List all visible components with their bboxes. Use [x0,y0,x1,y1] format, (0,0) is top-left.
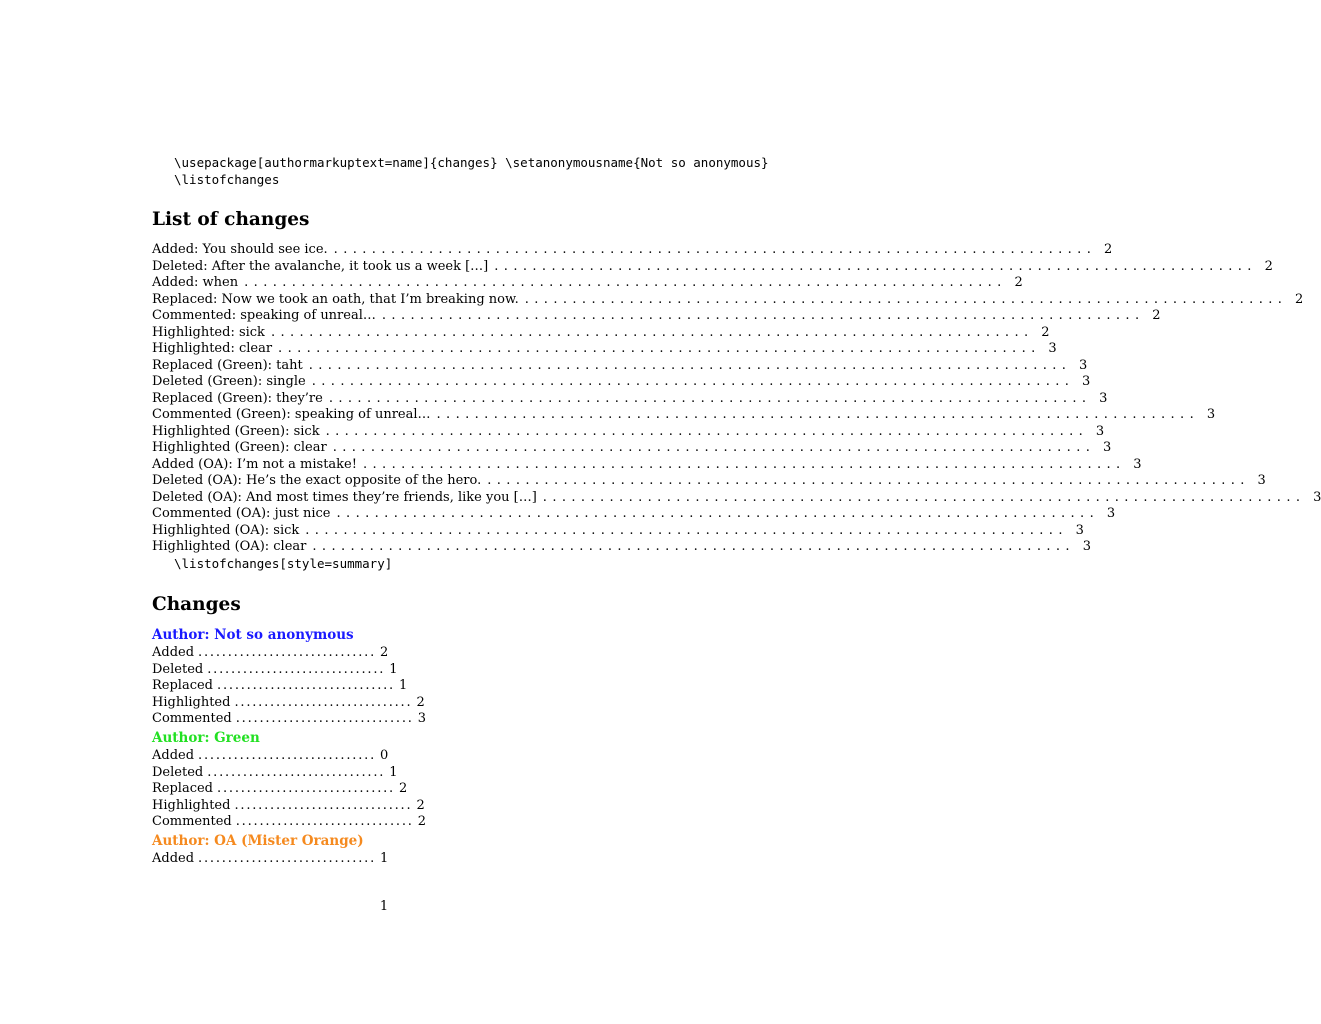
toc-entry-page: 3 [1079,357,1088,373]
summary-row-label: Highlighted [152,694,231,710]
toc-entry-label: Highlighted (Green): sick [152,423,320,439]
toc-entry-label: Highlighted (Green): clear [152,440,327,455]
summary-row-count: 1 [380,851,389,866]
changes-heading: Changes [152,594,241,615]
list-of-changes-heading: List of changes [152,209,310,230]
summary-row [152,711,426,729]
summary-row-label: Added [152,748,195,763]
toc-entry-page: 3 [1257,473,1266,488]
toc-entry-label: Commented (OA): just nice [152,506,331,521]
toc-entry-leader: ................................................................................ [542,489,1306,505]
code-usepackage-line: \usepackage[authormarkuptext=name]{changes} \setanonymousname{Not so anonymous} [174,155,769,170]
toc-entry[interactable] [152,489,1321,507]
toc-entry-leader: ................................................................................ [244,275,1007,290]
toc-entry-leader: ................................................................................ [312,539,1075,554]
toc-entry-leader: ................................................................................ [381,308,1145,323]
summary-row-leader: .............................. [217,781,395,796]
toc-entry[interactable] [152,456,1142,474]
toc-entry[interactable] [152,440,1112,457]
toc-entry-label: Commented (Green): speaking of unreal… [152,407,431,422]
toc-entry[interactable] [152,374,1091,391]
toc-entry-page: 3 [1106,506,1116,521]
toc-entry-label: Deleted (OA): And most times they’re friends, like you […] [152,489,537,505]
summary-row [152,661,398,679]
summary-row-label: Commented [152,814,232,829]
summary-row-label: Commented [152,711,232,726]
toc-entry[interactable] [152,423,1105,441]
toc-entry-page: 3 [1099,390,1108,406]
toc-entry-leader: ................................................................................ [436,407,1200,422]
toc-entry-label: Highlighted: clear [152,341,273,356]
toc-entry-leader: ................................................................................ [305,522,1068,538]
summary-row-leader: .............................. [235,711,414,726]
toc-entry[interactable] [152,407,1216,424]
toc-entry-leader: ................................................................................ [278,341,1041,356]
toc-entry[interactable] [152,242,1113,259]
toc-entry[interactable] [152,308,1161,325]
summary-row-leader: .............................. [217,678,395,693]
toc-entry-page: 3 [1082,374,1091,389]
summary-row-count: 1 [389,661,398,677]
toc-entry-page: 2 [1103,242,1113,257]
code-listofchanges-line: \listofchanges [174,172,280,187]
summary-row-leader: .............................. [234,797,413,813]
summary-row-label: Replaced [152,678,214,693]
toc-entry-page: 3 [1206,407,1216,422]
summary-row [152,694,425,712]
toc-entry[interactable] [152,473,1266,490]
page-number: 1 [379,899,389,914]
toc-entry[interactable] [152,522,1084,540]
toc-entry-leader: ................................................................................ [362,456,1126,472]
toc-entry-page: 2 [1295,291,1304,307]
toc-entry-page: 3 [1133,456,1142,472]
summary-row-leader: .............................. [198,645,377,660]
summary-row-label: Deleted [152,764,204,780]
toc-entry-leader: ................................................................................ [333,242,1097,257]
toc-entry[interactable] [152,291,1304,309]
toc-entry-leader: ................................................................................ [325,423,1089,439]
toc-entry-label: Highlighted (OA): sick [152,522,300,538]
summary-row [152,814,426,832]
summary-row [152,781,408,798]
toc-entry-label: Replaced (Green): they’re [152,390,323,406]
toc-entry-label: Deleted (Green): single [152,374,306,389]
toc-entry-leader: ................................................................................ [524,291,1288,307]
toc-entry-label: Deleted: After the avalanche, it took us a week […] [152,258,489,274]
summary-row [152,797,425,815]
summary-row-count: 2 [416,797,425,813]
toc-entry-label: Added: when [152,275,239,290]
toc-entry-page: 2 [1014,275,1023,290]
author-heading: Author: OA (Mister Orange) [152,833,364,849]
author-heading: Author: Not so anonymous [152,627,354,643]
toc-entry-page: 3 [1048,341,1057,356]
toc-entry-page: 2 [1041,324,1050,340]
summary-row-leader: .............................. [234,694,413,710]
summary-row-leader: .............................. [198,748,377,763]
summary-row [152,678,408,695]
summary-row [152,748,389,765]
summary-row-label: Added [152,645,195,660]
toc-entry-label: Deleted (OA): He’s the exact opposite of the hero. [152,473,482,488]
list-of-changes [152,242,1321,556]
code-listofchanges-summary-line: \listofchanges[style=summary] [174,556,393,571]
toc-entry-label: Added: You should see ice. [152,242,328,257]
toc-entry-label: Highlighted: sick [152,324,265,340]
toc-entry-page: 3 [1313,489,1321,505]
summary-row [152,764,398,782]
toc-entry-leader: ................................................................................ [336,506,1100,521]
toc-entry-leader: ................................................................................ [332,440,1096,455]
toc-entry-page: 2 [1264,258,1273,274]
toc-entry-page: 3 [1082,539,1091,554]
toc-entry[interactable] [152,258,1273,276]
summary-row-count: 1 [399,678,408,693]
toc-entry-leader: ................................................................................ [311,374,1075,389]
summary-row-label: Highlighted [152,797,231,813]
toc-entry[interactable] [152,539,1091,556]
summary-row [152,851,389,868]
toc-entry-page: 2 [1152,308,1161,323]
toc-entry-leader: ................................................................................ [328,390,1092,406]
toc-entry-leader: ................................................................................ [487,473,1250,488]
summary-row-leader: .............................. [198,851,377,866]
toc-entry[interactable] [152,341,1057,358]
toc-entry-label: Added (OA): I’m not a mistake! [152,456,357,472]
summary-row-count: 0 [380,748,389,763]
changes-summary [152,626,426,868]
author-heading: Author: Green [152,730,260,746]
summary-row-label: Replaced [152,781,214,796]
summary-row-count: 2 [399,781,408,796]
summary-row-leader: .............................. [207,661,386,677]
summary-row-label: Deleted [152,661,204,677]
toc-entry[interactable] [152,324,1050,342]
toc-entry-label: Replaced: Now we took an oath, that I’m breaking now. [152,291,519,307]
summary-row [152,645,389,662]
summary-row-count: 3 [417,711,426,726]
toc-entry-page: 3 [1075,522,1084,538]
toc-entry[interactable] [152,275,1023,292]
toc-entry-page: 3 [1103,440,1112,455]
summary-row-leader: .............................. [235,814,414,829]
summary-row-label: Added [152,851,195,866]
toc-entry-label: Replaced (Green): taht [152,357,303,373]
summary-row-leader: .............................. [207,764,386,780]
toc-entry-leader: ................................................................................ [308,357,1072,373]
toc-entry[interactable] [152,390,1108,408]
summary-row-count: 2 [380,645,389,660]
toc-entry-leader: ................................................................................ [270,324,1034,340]
toc-entry[interactable] [152,357,1088,375]
summary-row-count: 2 [417,814,426,829]
toc-entry-leader: ................................................................................ [494,258,1257,274]
summary-row-count: 1 [389,764,398,780]
toc-entry-page: 3 [1095,423,1105,439]
toc-entry-label: Commented: speaking of unreal… [152,308,376,323]
summary-row-count: 2 [416,694,425,710]
toc-entry[interactable] [152,506,1116,523]
toc-entry-label: Highlighted (OA): clear [152,539,307,554]
